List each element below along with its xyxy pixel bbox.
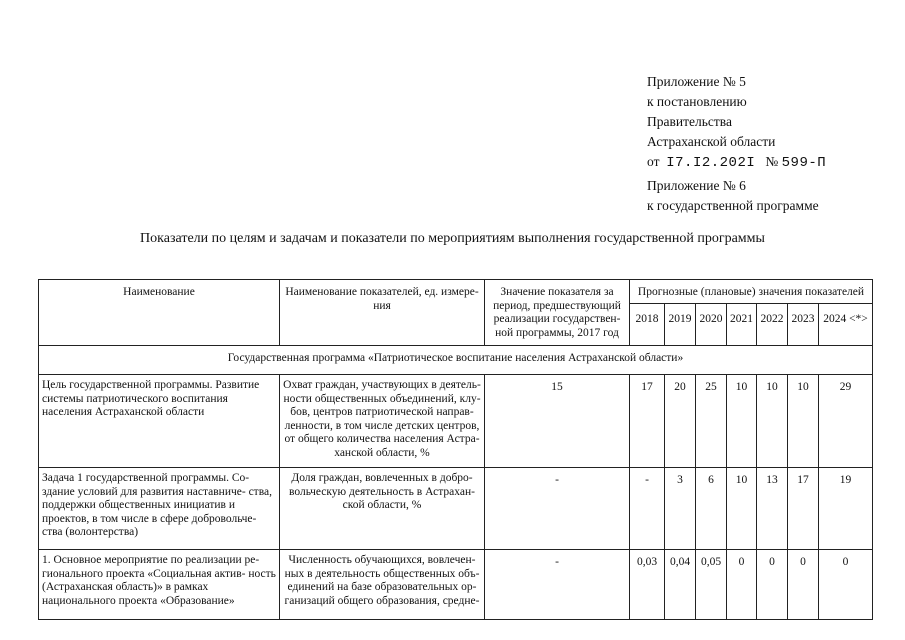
appendix-5-block bbox=[647, 72, 826, 173]
appendix-5-date-line bbox=[647, 152, 826, 173]
appendix-5-region: Астраханской области bbox=[647, 134, 776, 149]
appendix-6-label: Приложение № 6 bbox=[647, 178, 746, 193]
row-value: 13 bbox=[757, 468, 788, 550]
row-prev-value: - bbox=[485, 468, 630, 550]
number-sign: № bbox=[765, 154, 779, 169]
program-name: Государственная программа «Патриотическое воспитание населения Астраханской области» bbox=[39, 346, 873, 375]
appendix-5-label: Приложение № 5 bbox=[647, 74, 746, 89]
row-indicator: Охват граждан, участвующих в деятель- ности общественных объединений, клу- бов, центров патриотической направ- ленности, в том числе детских центров, от общего количества населения Астра- ханской области, % bbox=[280, 375, 485, 468]
resolution-date: I7.I2.202I bbox=[666, 155, 756, 171]
row-name: Задача 1 государственной программы. Со- здание условий для развития наставниче- ства, поддержки общественных инициатив и проектов, в том числе в сфере добровольче- ства (волонтерства) bbox=[39, 468, 280, 550]
row-value: 0 bbox=[788, 550, 819, 620]
row-indicator: Численность обучающихся, вовлечен- ных в деятельность общественных объ- единений на базе образовательных ор- ганизаций общего образования, средне- bbox=[280, 550, 485, 620]
header-year: 2022 bbox=[757, 304, 788, 346]
date-prefix: от bbox=[647, 154, 660, 169]
row-value: 0 bbox=[819, 550, 873, 620]
row-value: 29 bbox=[819, 375, 873, 468]
appendix-6-block bbox=[647, 176, 819, 216]
row-value: 20 bbox=[665, 375, 696, 468]
row-name: Цель государственной программы. Развитие системы патриотического воспитания населения Астраханской области bbox=[39, 375, 280, 468]
indicators-table bbox=[38, 279, 873, 620]
header-year: 2018 bbox=[630, 304, 665, 346]
row-value: 0,03 bbox=[630, 550, 665, 620]
row-value: 10 bbox=[757, 375, 788, 468]
row-value: 0 bbox=[727, 550, 757, 620]
header-year: 2021 bbox=[727, 304, 757, 346]
appendix-5-resolution: к постановлению bbox=[647, 94, 747, 109]
row-value: 17 bbox=[630, 375, 665, 468]
table-row bbox=[39, 550, 873, 620]
row-value: 0,05 bbox=[696, 550, 727, 620]
header-indicator: Наименование показателей, ед. измере- ния bbox=[280, 280, 485, 346]
row-value: - bbox=[630, 468, 665, 550]
appendix-6-program: к государственной программе bbox=[647, 198, 819, 213]
row-name: 1. Основное мероприятие по реализации ре- гионального проекта «Социальная актив- ность (Астраханская область)» в рамках национального проекта «Образование» bbox=[39, 550, 280, 620]
header-year: 2019 bbox=[665, 304, 696, 346]
row-value: 0,04 bbox=[665, 550, 696, 620]
appendix-5-government: Правительства bbox=[647, 114, 732, 129]
header-name: Наименование bbox=[39, 280, 280, 346]
row-value: 0 bbox=[757, 550, 788, 620]
row-value: 6 bbox=[696, 468, 727, 550]
row-value: 25 bbox=[696, 375, 727, 468]
header-prev-value: Значение показателя за период, предшествующий реализации государствен- ной программы, 2017 год bbox=[485, 280, 630, 346]
header-row-1 bbox=[39, 280, 873, 304]
row-value: 10 bbox=[788, 375, 819, 468]
row-value: 10 bbox=[727, 375, 757, 468]
resolution-number: 599-П bbox=[781, 155, 827, 171]
document-title: Показатели по целям и задачам и показатели по мероприятиям выполнения государственной программы bbox=[140, 231, 765, 246]
row-indicator: Доля граждан, вовлеченных в добро- вольческую деятельность в Астрахан- ской области, % bbox=[280, 468, 485, 550]
table-row bbox=[39, 375, 873, 468]
header-year: 2023 bbox=[788, 304, 819, 346]
row-value: 17 bbox=[788, 468, 819, 550]
row-prev-value: - bbox=[485, 550, 630, 620]
program-row bbox=[39, 346, 873, 375]
row-value: 19 bbox=[819, 468, 873, 550]
header-forecast: Прогнозные (плановые) значения показателей bbox=[630, 280, 873, 304]
header-year: 2020 bbox=[696, 304, 727, 346]
row-prev-value: 15 bbox=[485, 375, 630, 468]
row-value: 10 bbox=[727, 468, 757, 550]
table-row bbox=[39, 468, 873, 550]
header-year: 2024 <*> bbox=[819, 304, 873, 346]
row-value: 3 bbox=[665, 468, 696, 550]
